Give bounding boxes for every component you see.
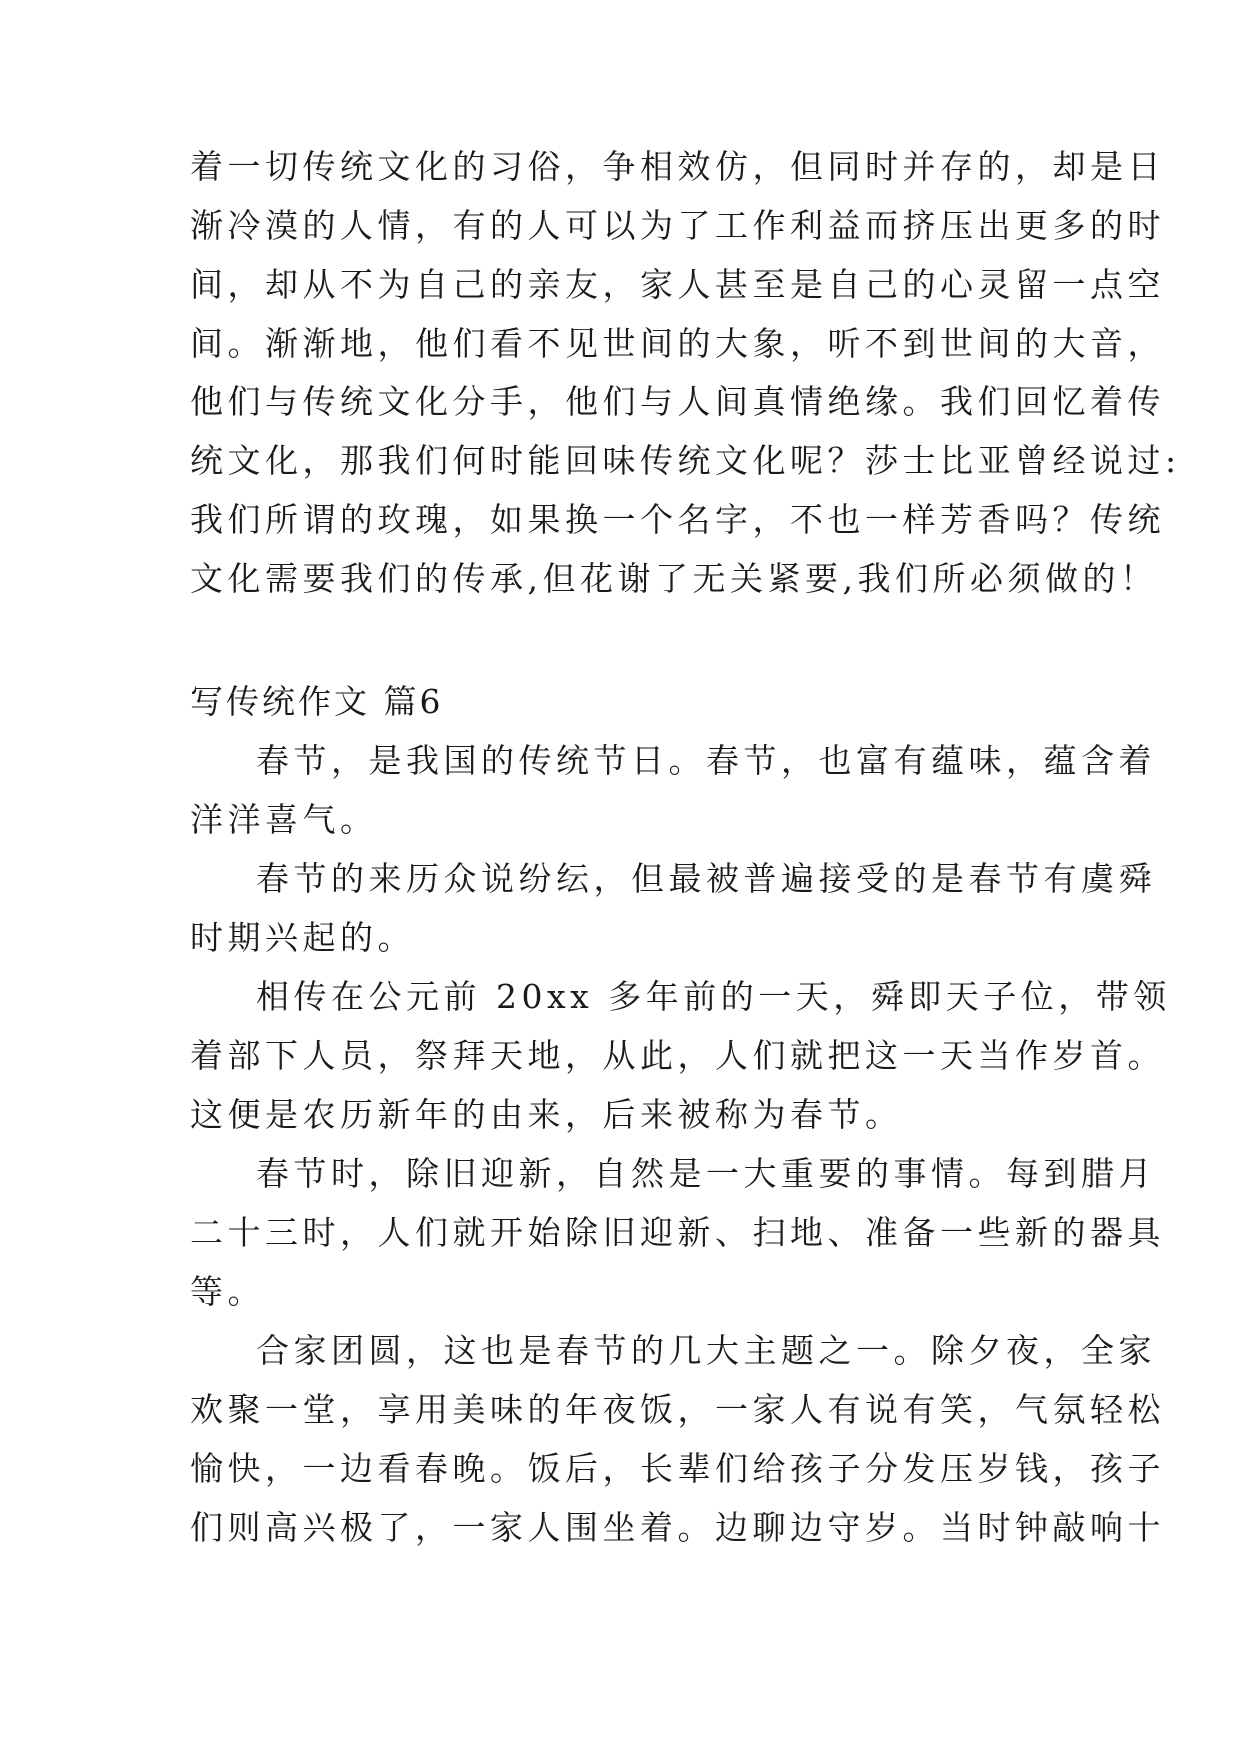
paragraph-line: 着部下人员，祭拜天地，从此，人们就把这一天当作岁首。 <box>190 1036 1165 1075</box>
paragraph-line: 欢聚一堂，享用美味的年夜饭，一家人有说有笑，气氛轻松 <box>190 1390 1165 1429</box>
paragraph-line: 相传在公元前 20xx 多年前的一天，舜即天子位，带领 <box>256 977 1171 1016</box>
paragraph-line: 春节，是我国的传统节日。春节，也富有蕴味，蕴含着 <box>256 741 1156 780</box>
paragraph-line: 春节时，除旧迎新，自然是一大重要的事情。每到腊月 <box>256 1154 1156 1193</box>
paragraph-line: 们则高兴极了，一家人围坐着。边聊边守岁。当时钟敲响十 <box>190 1508 1165 1547</box>
text-line: 着一切传统文化的习俗，争相效仿，但同时并存的，却是日 <box>190 147 1165 186</box>
paragraph-line: 二十三时，人们就开始除旧迎新、扫地、准备一些新的器具 <box>190 1213 1165 1252</box>
text-line: 渐冷漠的人情，有的人可以为了工作利益而挤压出更多的时 <box>190 206 1165 245</box>
text-line: 间。渐渐地，他们看不见世间的大象，听不到世间的大音， <box>190 324 1165 363</box>
paragraph-line: 这便是农历新年的由来，后来被称为春节。 <box>190 1095 903 1134</box>
paragraph-line: 愉快，一边看春晚。饭后，长辈们给孩子分发压岁钱，孩子 <box>190 1449 1165 1488</box>
text-line: 文化需要我们的传承,但花谢了无关紧要,我们所必须做的！ <box>190 559 1158 598</box>
text-line: 统文化，那我们何时能回味传统文化呢？莎士比亚曾经说过: <box>190 441 1181 480</box>
text-line: 间，却从不为自己的亲友，家人甚至是自己的心灵留一点空 <box>190 265 1165 304</box>
section-heading: 写传统作文 篇6 <box>190 682 444 721</box>
paragraph-line: 洋洋喜气。 <box>190 800 378 839</box>
text-line: 我们所谓的玫瑰，如果换一个名字，不也一样芳香吗？传统 <box>190 500 1165 539</box>
paragraph-line: 等。 <box>190 1272 265 1311</box>
paragraph-line: 合家团圆，这也是春节的几大主题之一。除夕夜，全家 <box>256 1331 1156 1370</box>
paragraph-line: 时期兴起的。 <box>190 918 415 957</box>
text-line: 他们与传统文化分手，他们与人间真情绝缘。我们回忆着传 <box>190 382 1165 421</box>
paragraph-line: 春节的来历众说纷纭，但最被普遍接受的是春节有虞舜 <box>256 859 1156 898</box>
